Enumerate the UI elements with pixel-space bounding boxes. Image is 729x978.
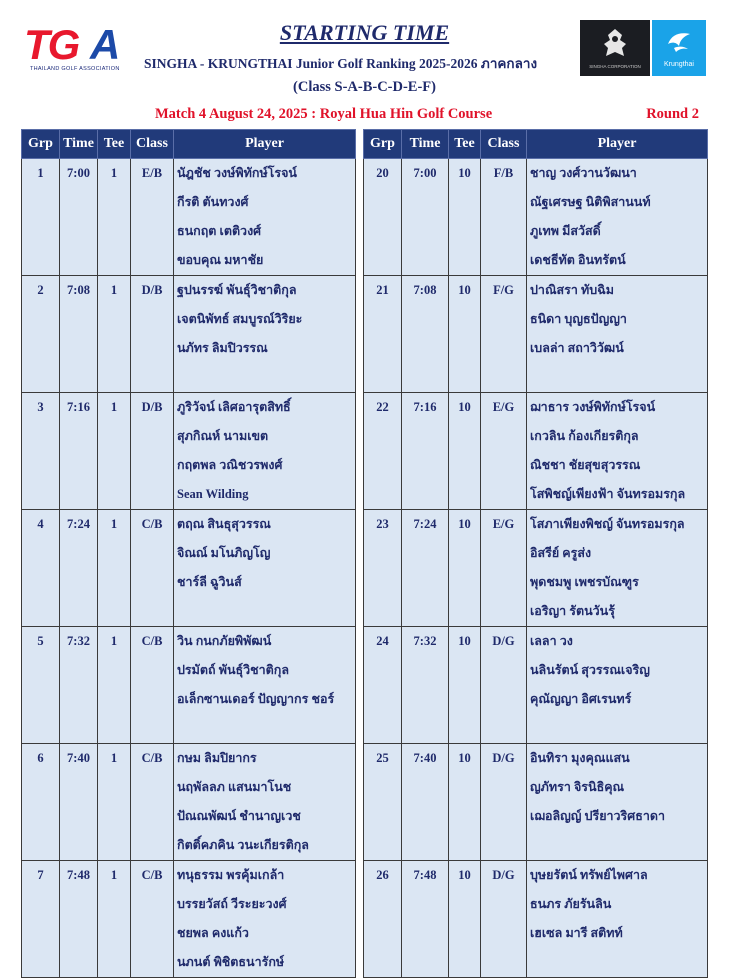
player-name: กษม ลิมปิยากร bbox=[177, 751, 257, 765]
group-number: 4 bbox=[22, 510, 60, 627]
tee-time: 7:40 bbox=[402, 744, 449, 861]
table-row bbox=[22, 627, 708, 744]
player-name: ภูริวัจน์ เลิศอารุตสิทธิ์ bbox=[177, 400, 291, 414]
player-name: ณิชชา ชัยสุขสุวรรณ bbox=[530, 458, 641, 472]
player-name: ปาณิสรา ทับฉิม bbox=[530, 283, 614, 297]
col-header-grp: Grp bbox=[22, 130, 60, 159]
group-number: 24 bbox=[364, 627, 402, 744]
player-name bbox=[177, 597, 355, 626]
class-line: (Class S-A-B-C-D-E-F) bbox=[293, 79, 436, 95]
player-name: นลินรัตน์ สุวรรณเจริญ bbox=[530, 663, 650, 677]
player-name: วิน กนกภัยพิพัฒน์ bbox=[177, 634, 272, 648]
column-gap bbox=[356, 744, 364, 861]
player-name: เอริญา รัตนวันรุ้ bbox=[530, 604, 615, 618]
player-name: นฤพัลลภ แสนมาโนช bbox=[177, 780, 292, 794]
group-number: 5 bbox=[22, 627, 60, 744]
column-gap bbox=[356, 510, 364, 627]
player-name: อเล็กซานเดอร์ ปัญญากร ชอร์ bbox=[177, 692, 335, 706]
player-cell bbox=[527, 393, 708, 510]
player-name: ตฤณ สินธุสุวรรณ bbox=[177, 517, 271, 531]
class-cell: C/B bbox=[131, 861, 174, 978]
player-name bbox=[530, 363, 707, 392]
tee-number: 10 bbox=[449, 744, 481, 861]
player-name: ภูเทพ มีสวัสดิ์ bbox=[530, 224, 601, 238]
class-cell: C/B bbox=[131, 744, 174, 861]
round-label: Round 2 bbox=[646, 106, 699, 122]
player-name: ปรมัตถ์ พันธุ์วิชาติกุล bbox=[177, 663, 289, 677]
col-header-time: Time bbox=[402, 130, 449, 159]
col-header-class: Class bbox=[481, 130, 527, 159]
krungthai-logo-text: Krungthai bbox=[664, 61, 694, 68]
table-row bbox=[22, 510, 708, 627]
player-name: จิณณ์ มโนภิญโญ bbox=[177, 546, 271, 560]
table-row bbox=[22, 159, 708, 276]
krungthai-bird-icon bbox=[664, 26, 694, 56]
class-cell: F/B bbox=[481, 159, 527, 276]
tee-time: 7:08 bbox=[60, 276, 98, 393]
player-name: สุภกิณห์ นามเขต bbox=[177, 429, 269, 443]
player-name: ฐปนรรฆ์ พันธุ์วิชาติกุล bbox=[177, 283, 297, 297]
player-cell bbox=[174, 510, 356, 627]
player-name: เบลล่า สถาวิวัฒน์ bbox=[530, 341, 624, 355]
player-name: โสภาเพียงพิชญ์ จันทรอมรกุล bbox=[530, 517, 685, 531]
singha-logo bbox=[580, 20, 650, 76]
group-number: 1 bbox=[22, 159, 60, 276]
singha-lion-icon bbox=[598, 26, 632, 60]
column-gap bbox=[356, 861, 364, 978]
group-number: 21 bbox=[364, 276, 402, 393]
player-name: กิตติ์คภคิน วนะเกียรติกุล bbox=[177, 838, 309, 852]
group-number: 26 bbox=[364, 861, 402, 978]
class-cell: E/G bbox=[481, 393, 527, 510]
table-row bbox=[22, 744, 708, 861]
player-name: บรรยวัสถ์ วีระยะวงศ์ bbox=[177, 897, 287, 911]
column-gap bbox=[356, 159, 364, 276]
tee-time: 7:32 bbox=[402, 627, 449, 744]
player-cell bbox=[527, 627, 708, 744]
tee-number: 1 bbox=[98, 159, 131, 276]
class-cell: D/B bbox=[131, 276, 174, 393]
table-row bbox=[22, 276, 708, 393]
player-name: ธนภร ภัยรันลิน bbox=[530, 897, 612, 911]
player-name: เจตนิพัทธ์ สมบูรณ์วิริยะ bbox=[177, 312, 303, 326]
player-name: พุดชมพู เพชรบัณฑูร bbox=[530, 575, 639, 589]
player-name: Sean Wilding bbox=[177, 487, 249, 501]
player-name: กีรติ ตันทวงศ์ bbox=[177, 195, 249, 209]
tee-time: 7:24 bbox=[402, 510, 449, 627]
player-name: เฮเซล มารี สติทท์ bbox=[530, 926, 623, 940]
player-cell bbox=[174, 276, 356, 393]
tee-number: 1 bbox=[98, 276, 131, 393]
group-number: 3 bbox=[22, 393, 60, 510]
tga-logo-letters: TG bbox=[24, 21, 79, 68]
tee-time: 7:00 bbox=[60, 159, 98, 276]
starting-time-table bbox=[21, 129, 708, 978]
player-name: อินทิรา มุงคุณแสน bbox=[530, 751, 630, 765]
col-header-player: Player bbox=[174, 130, 356, 159]
player-name: บุษยรัตน์ ทรัพย์ไพศาล bbox=[530, 868, 648, 882]
tee-number: 10 bbox=[449, 276, 481, 393]
page-header bbox=[0, 0, 729, 125]
group-number: 20 bbox=[364, 159, 402, 276]
player-name: ฌาธาร วงษ์พิทักษ์โรจน์ bbox=[530, 400, 656, 414]
player-cell bbox=[174, 861, 356, 978]
class-cell: F/G bbox=[481, 276, 527, 393]
group-number: 22 bbox=[364, 393, 402, 510]
tournament-subtitle: SINGHA - KRUNGTHAI Junior Golf Ranking 2025-2026 ภาคกลาง bbox=[144, 56, 538, 71]
player-cell bbox=[527, 744, 708, 861]
page-title: STARTING TIME bbox=[279, 20, 450, 45]
class-cell: E/B bbox=[131, 159, 174, 276]
player-name: ชยพล คงแก้ว bbox=[177, 926, 249, 940]
col-header-grp: Grp bbox=[364, 130, 402, 159]
column-gap bbox=[356, 393, 364, 510]
col-header-tee: Tee bbox=[98, 130, 131, 159]
class-cell: D/G bbox=[481, 861, 527, 978]
table-header-row bbox=[22, 130, 708, 159]
table-row bbox=[22, 393, 708, 510]
class-cell: C/B bbox=[131, 510, 174, 627]
class-cell: C/B bbox=[131, 627, 174, 744]
player-name: เกวลิน ก้องเกียรติกุล bbox=[530, 429, 639, 443]
player-name: ญภัทรา จิรนิธิคุณ bbox=[530, 780, 625, 794]
player-name: ชาญ วงศ์วานวัฒนา bbox=[530, 166, 637, 180]
tee-time: 7:00 bbox=[402, 159, 449, 276]
player-name: เลลา วง bbox=[530, 634, 573, 648]
player-name: ธนิดา บุญธปัญญา bbox=[530, 312, 627, 326]
group-number: 6 bbox=[22, 744, 60, 861]
player-name bbox=[530, 714, 707, 743]
tee-number: 1 bbox=[98, 861, 131, 978]
player-name: ขอบคุณ มหาชัย bbox=[177, 253, 264, 267]
tee-number: 10 bbox=[449, 861, 481, 978]
tee-time: 7:32 bbox=[60, 627, 98, 744]
player-name: ทนุธรรม พรคุ้มเกล้า bbox=[177, 868, 285, 882]
singha-logo-text: SINGHA CORPORATION bbox=[589, 64, 641, 69]
match-line: Match 4 August 24, 2025 : Royal Hua Hin Golf Course bbox=[155, 106, 493, 122]
player-name: ธนกฤต เตติวงศ์ bbox=[177, 224, 262, 238]
player-cell bbox=[527, 510, 708, 627]
group-number: 2 bbox=[22, 276, 60, 393]
player-name bbox=[177, 363, 355, 392]
tee-number: 10 bbox=[449, 627, 481, 744]
class-cell: D/B bbox=[131, 393, 174, 510]
player-name: นภนต์ พิชิตธนารักษ์ bbox=[177, 955, 285, 969]
player-name: ณัฐเศรษฐ นิติพิสานนท์ bbox=[530, 195, 651, 209]
col-header-tee: Tee bbox=[449, 130, 481, 159]
tee-time: 7:16 bbox=[402, 393, 449, 510]
group-number: 23 bbox=[364, 510, 402, 627]
krungthai-logo bbox=[652, 20, 706, 76]
tee-number: 1 bbox=[98, 744, 131, 861]
tee-number: 1 bbox=[98, 510, 131, 627]
player-name: โสพิชญ์เพียงฟ้า จันทรอมรกุล bbox=[530, 487, 686, 501]
player-name: เฌอลิญญ์ ปรียาวริศธาดา bbox=[530, 809, 665, 823]
column-gap bbox=[356, 276, 364, 393]
class-cell: D/G bbox=[481, 627, 527, 744]
player-name: เดชธีทัต อินทรัตน์ bbox=[530, 253, 626, 267]
table-row bbox=[22, 861, 708, 978]
tee-time: 7:08 bbox=[402, 276, 449, 393]
player-name bbox=[530, 831, 707, 860]
player-name: นภัทร ลิมปิวรรณ bbox=[177, 341, 268, 355]
column-gap bbox=[356, 130, 364, 159]
player-cell bbox=[527, 861, 708, 978]
col-header-time: Time bbox=[60, 130, 98, 159]
col-header-class: Class bbox=[131, 130, 174, 159]
player-cell bbox=[174, 393, 356, 510]
player-name: อิสรีย์ ครูส่ง bbox=[530, 546, 592, 560]
col-header-player: Player bbox=[527, 130, 708, 159]
player-name: คุณัญญา อิศเรนทร์ bbox=[530, 692, 632, 706]
tee-number: 10 bbox=[449, 159, 481, 276]
column-gap bbox=[356, 627, 364, 744]
tga-logo-subtext: THAILAND GOLF ASSOCIATION bbox=[30, 66, 120, 72]
group-number: 7 bbox=[22, 861, 60, 978]
player-name bbox=[177, 714, 355, 743]
player-name bbox=[530, 948, 707, 977]
tga-logo-a: A bbox=[90, 21, 121, 68]
tee-time: 7:24 bbox=[60, 510, 98, 627]
tee-number: 1 bbox=[98, 393, 131, 510]
tee-number: 10 bbox=[449, 393, 481, 510]
player-name: ปัณณพัฒน์ ชำนาญเวช bbox=[177, 809, 301, 823]
tee-time: 7:16 bbox=[60, 393, 98, 510]
class-cell: D/G bbox=[481, 744, 527, 861]
player-cell bbox=[174, 627, 356, 744]
tee-time: 7:40 bbox=[60, 744, 98, 861]
tee-number: 10 bbox=[449, 510, 481, 627]
player-cell bbox=[527, 159, 708, 276]
player-name: ชาร์ลี ฉูวินส์ bbox=[177, 575, 242, 589]
player-cell bbox=[527, 276, 708, 393]
tee-time: 7:48 bbox=[402, 861, 449, 978]
player-cell bbox=[174, 744, 356, 861]
tee-time: 7:48 bbox=[60, 861, 98, 978]
player-name: กฤตพล วณิชวรพงศ์ bbox=[177, 458, 283, 472]
player-name: นัฎชัช วงษ์พิทักษ์โรจน์ bbox=[177, 166, 297, 180]
class-cell: E/G bbox=[481, 510, 527, 627]
player-cell bbox=[174, 159, 356, 276]
group-number: 25 bbox=[364, 744, 402, 861]
tee-number: 1 bbox=[98, 627, 131, 744]
